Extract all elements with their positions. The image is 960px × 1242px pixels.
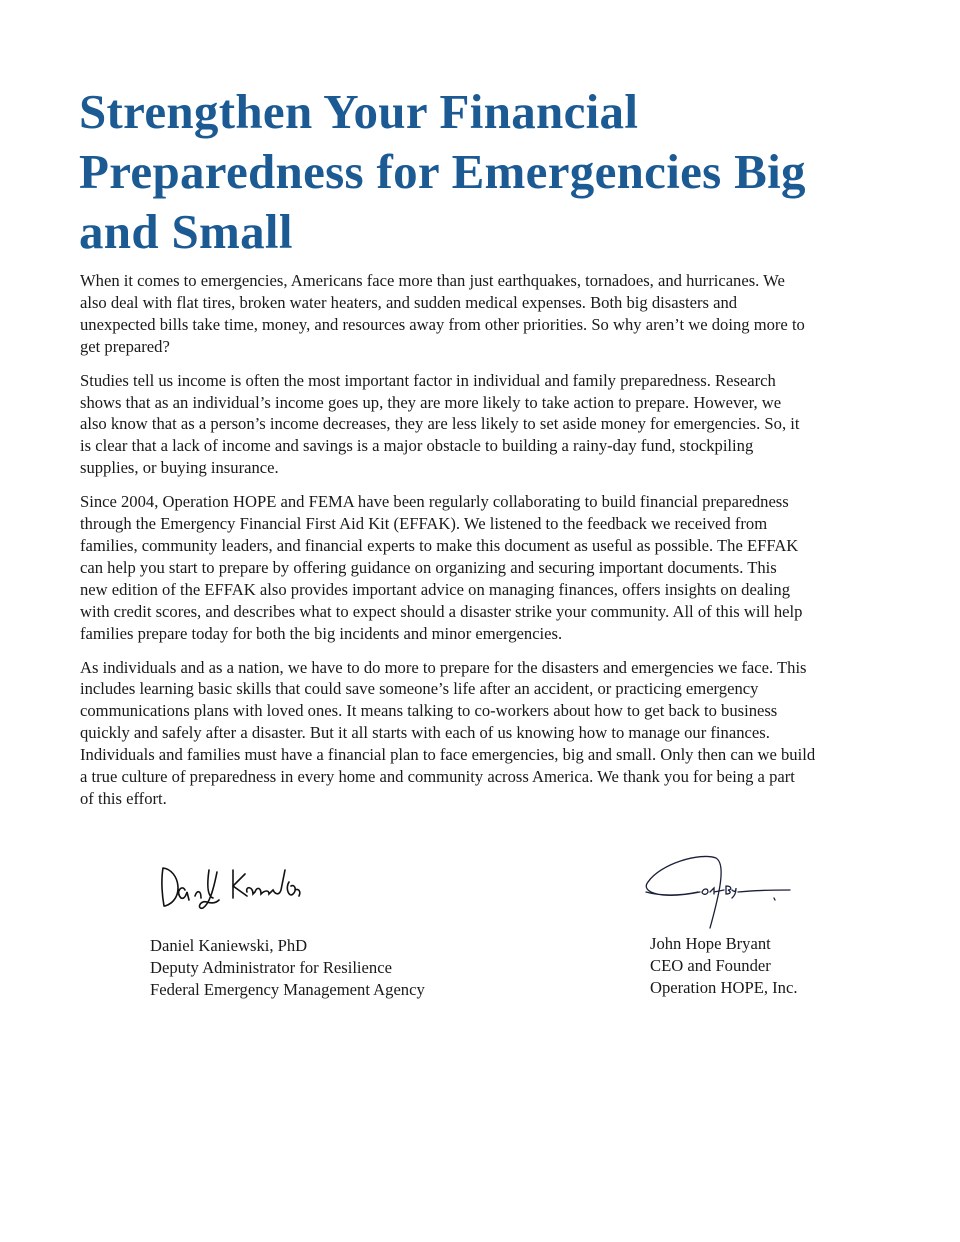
text-line: includes learning basic skills that could save someone’s life after an accident, or practicing emergency <box>80 679 759 699</box>
text-line: unexpected bills take time, money, and resources away from other priorities. So why aren’t we doing more to <box>80 314 805 334</box>
text-line: families, community leaders, and financial experts to make this document as useful as possible. The EFFAK <box>80 535 799 555</box>
page-title <box>79 82 806 262</box>
text-line: can help you start to prepare by offering guidance on organizing and securing important documents. This <box>80 557 777 577</box>
text-line: quickly and safely after a disaster. But it all starts with each of us knowing how to manage our finances. <box>80 723 770 743</box>
text-line: When it comes to emergencies, Americans face more than just earthquakes, tornadoes, and hurricanes. We <box>80 271 785 290</box>
text-line: of this effort. <box>80 788 167 808</box>
signatory-title: Deputy Administrator for Resilience <box>150 958 392 977</box>
text-line: is clear that a lack of income and savings is a major obstacle to building a rainy-day fund, stockpiling <box>80 436 754 456</box>
text-line: also deal with flat tires, broken water heaters, and sudden medical expenses. Both big disasters and <box>80 292 738 312</box>
text-line: Studies tell us income is often the most important factor in individual and family preparedness. Research <box>80 370 776 390</box>
signatory-organization: Federal Emergency Management Agency <box>150 980 425 999</box>
signatory-block-kaniewski <box>150 935 425 1001</box>
text-line: a true culture of preparedness in every home and community across America. We thank you for being a part <box>80 767 795 787</box>
signatory-block-bryant <box>650 933 797 999</box>
text-line: through the Emergency Financial First Aid Kit (EFFAK). We listened to the feedback we received from <box>80 514 768 534</box>
text-line: new edition of the EFFAK also provides important advice on managing finances, offers insights on dealing <box>80 579 791 599</box>
body-paragraph <box>80 270 900 358</box>
text-line: Individuals and families must have a financial plan to face emergencies, big and small. Only then can we build <box>80 745 816 765</box>
body-paragraph <box>80 491 900 644</box>
body-text <box>80 270 900 822</box>
text-line: As individuals and as a nation, we have to do more to prepare for the disasters and emergencies we face. This <box>80 657 807 677</box>
signature-kaniewski <box>155 860 315 915</box>
title-line: Preparedness for Emergencies Big <box>79 144 806 199</box>
text-line: supplies, or buying insurance. <box>80 458 279 478</box>
text-line: families prepare today for both the big incidents and minor emergencies. <box>80 623 563 643</box>
body-paragraph <box>80 370 900 480</box>
text-line: get prepared? <box>80 336 170 356</box>
title-line: Strengthen Your Financial <box>79 84 639 139</box>
text-line: Since 2004, Operation HOPE and FEMA have been regularly collaborating to build financial preparedness <box>80 492 789 512</box>
signatory-name: John Hope Bryant <box>650 934 771 953</box>
text-line: shows that as an individual’s income goes up, they are more likely to take action to prepare. However, we <box>80 392 782 412</box>
signatory-title: CEO and Founder <box>650 956 771 975</box>
signatory-organization: Operation HOPE, Inc. <box>650 978 798 997</box>
signature-bryant <box>640 852 800 932</box>
body-paragraph <box>80 657 900 810</box>
text-line: also know that as a person’s income decreases, they are less likely to set aside money for emergencies. So, it <box>80 414 800 434</box>
title-line: and Small <box>79 204 293 259</box>
text-line: with credit scores, and describes what to expect should a disaster strike your community. All of this will help <box>80 601 803 621</box>
signatory-name: Daniel Kaniewski, PhD <box>150 936 308 955</box>
text-line: communications plans with loved ones. It means talking to co-workers about how to get back to business <box>80 701 778 721</box>
